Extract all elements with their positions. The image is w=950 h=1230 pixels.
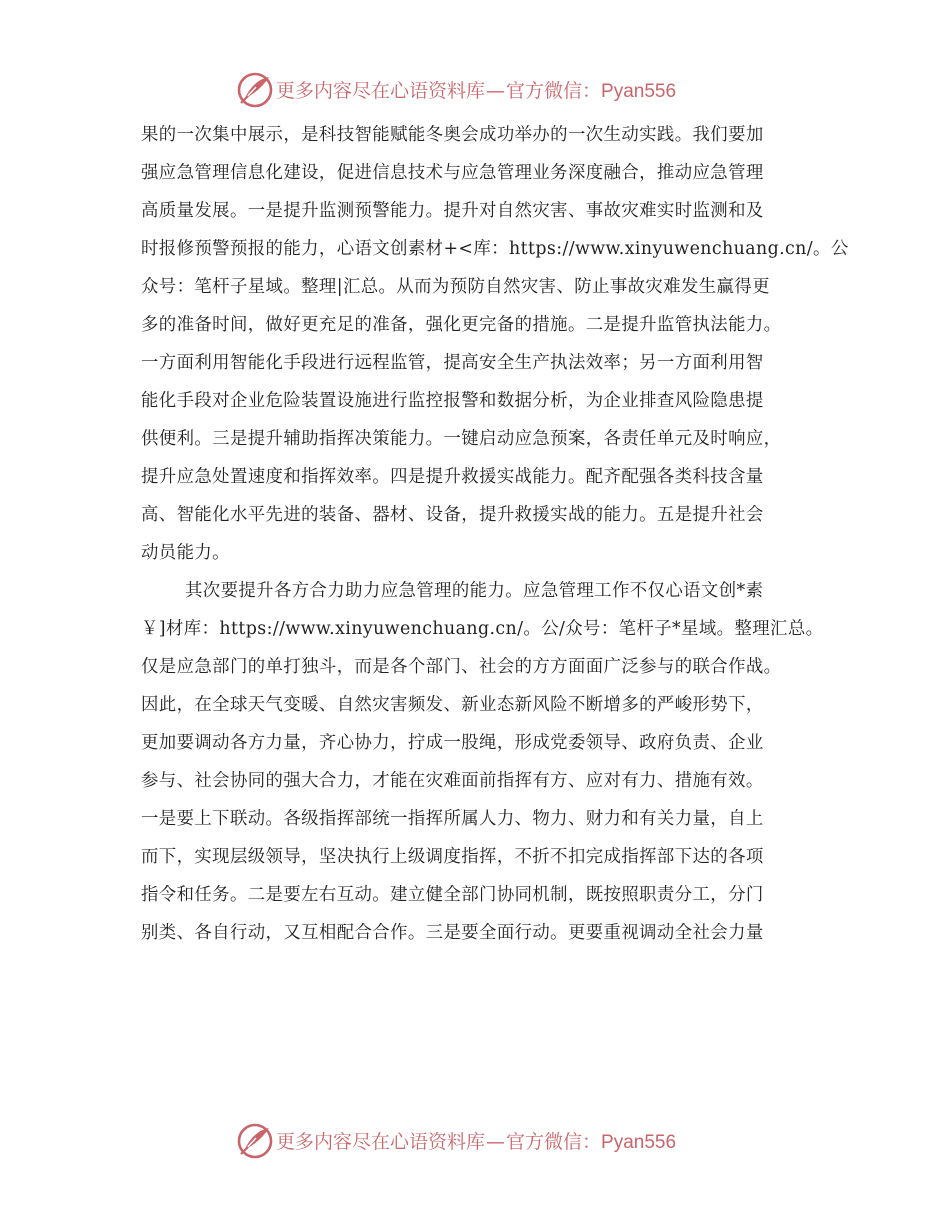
banner-contact-handle: Pyan556	[601, 1132, 677, 1153]
banner-separator: —	[486, 1131, 506, 1153]
body-line: 高、智能化水平先进的装备、器材、设备，提升救援实战的能力。五是提升社会	[141, 505, 764, 525]
body-line: 果的一次集中展示，是科技智能赋能冬奥会成功举办的一次生动实践。我们要加	[141, 125, 764, 145]
body-line: 众号：笔杆子星域。整理|汇总。从而为预防自然灾害、防止事故灾难发生赢得更	[141, 277, 770, 297]
body-line: 多的准备时间，做好更充足的准备，强化更完备的措施。二是提升监管执法能力。	[141, 315, 782, 335]
banner-separator: —	[486, 80, 506, 102]
body-line: ￥]材库：https://www.xinyuwenchuang.cn/。公/众号：笔杆子*星域。整理汇总。	[141, 619, 824, 639]
banner-contact-label: 官方微信：	[506, 80, 602, 102]
header-banner	[0, 68, 950, 112]
body-line: 时报修预警预报的能力，心语文创素材+<库：https://www.xinyuwenchuang.cn/。公	[141, 239, 849, 259]
body-line: 一是要上下联动。各级指挥部统一指挥所属人力、物力、财力和有关力量，自上	[141, 809, 764, 829]
body-line: 指令和任务。二是要左右互动。建立健全部门协同机制，既按照职责分工，分门	[141, 885, 764, 905]
body-line: 强应急管理信息化建设，促进信息技术与应急管理业务深度融合，推动应急管理	[141, 163, 764, 183]
quill-logo-icon	[235, 70, 275, 110]
footer-banner	[0, 1119, 950, 1163]
body-line: 动员能力。	[141, 543, 230, 563]
header-banner-text	[276, 76, 676, 106]
quill-logo-icon	[235, 1121, 275, 1161]
banner-slogan: 更多内容尽在心语资料库	[276, 1131, 486, 1153]
body-line: 能化手段对企业危险装置设施进行监控报警和数据分析，为企业排查风险隐患提	[141, 391, 764, 411]
banner-slogan: 更多内容尽在心语资料库	[276, 80, 486, 102]
body-line: 一方面利用智能化手段进行远程监管，提高安全生产执法效率；另一方面利用智	[141, 353, 764, 373]
body-line: 高质量发展。一是提升监测预警能力。提升对自然灾害、事故灾难实时监测和及	[141, 201, 764, 221]
body-line: 供便利。三是提升辅助指挥决策能力。一键启动应急预案，各责任单元及时响应，	[141, 429, 782, 449]
banner-contact-label: 官方微信：	[506, 1131, 602, 1153]
body-line: 因此，在全球天气变暖、自然灾害频发、新业态新风险不断增多的严峻形势下，	[141, 695, 764, 715]
document-body	[141, 116, 849, 952]
body-line: 更加要调动各方力量，齐心协力，拧成一股绳，形成党委领导、政府负责、企业	[141, 733, 764, 753]
body-line: 仅是应急部门的单打独斗，而是各个部门、社会的方方面面广泛参与的联合作战。	[141, 657, 782, 677]
body-line: 别类、各自行动，又互相配合合作。三是要全面行动。更要重视调动全社会力量	[141, 923, 764, 943]
body-line: 而下，实现层级领导，坚决执行上级调度指挥，不折不扣完成指挥部下达的各项	[141, 847, 764, 867]
footer-banner-text	[276, 1127, 676, 1157]
banner-contact-handle: Pyan556	[601, 81, 677, 102]
body-line: 提升应急处置速度和指挥效率。四是提升救援实战能力。配齐配强各类科技含量	[141, 467, 764, 487]
paragraph-start-line: 其次要提升各方合力助力应急管理的能力。应急管理工作不仅心语文创*素	[185, 581, 764, 601]
body-line: 参与、社会协同的强大合力，才能在灾难面前指挥有方、应对有力、措施有效。	[141, 771, 764, 791]
